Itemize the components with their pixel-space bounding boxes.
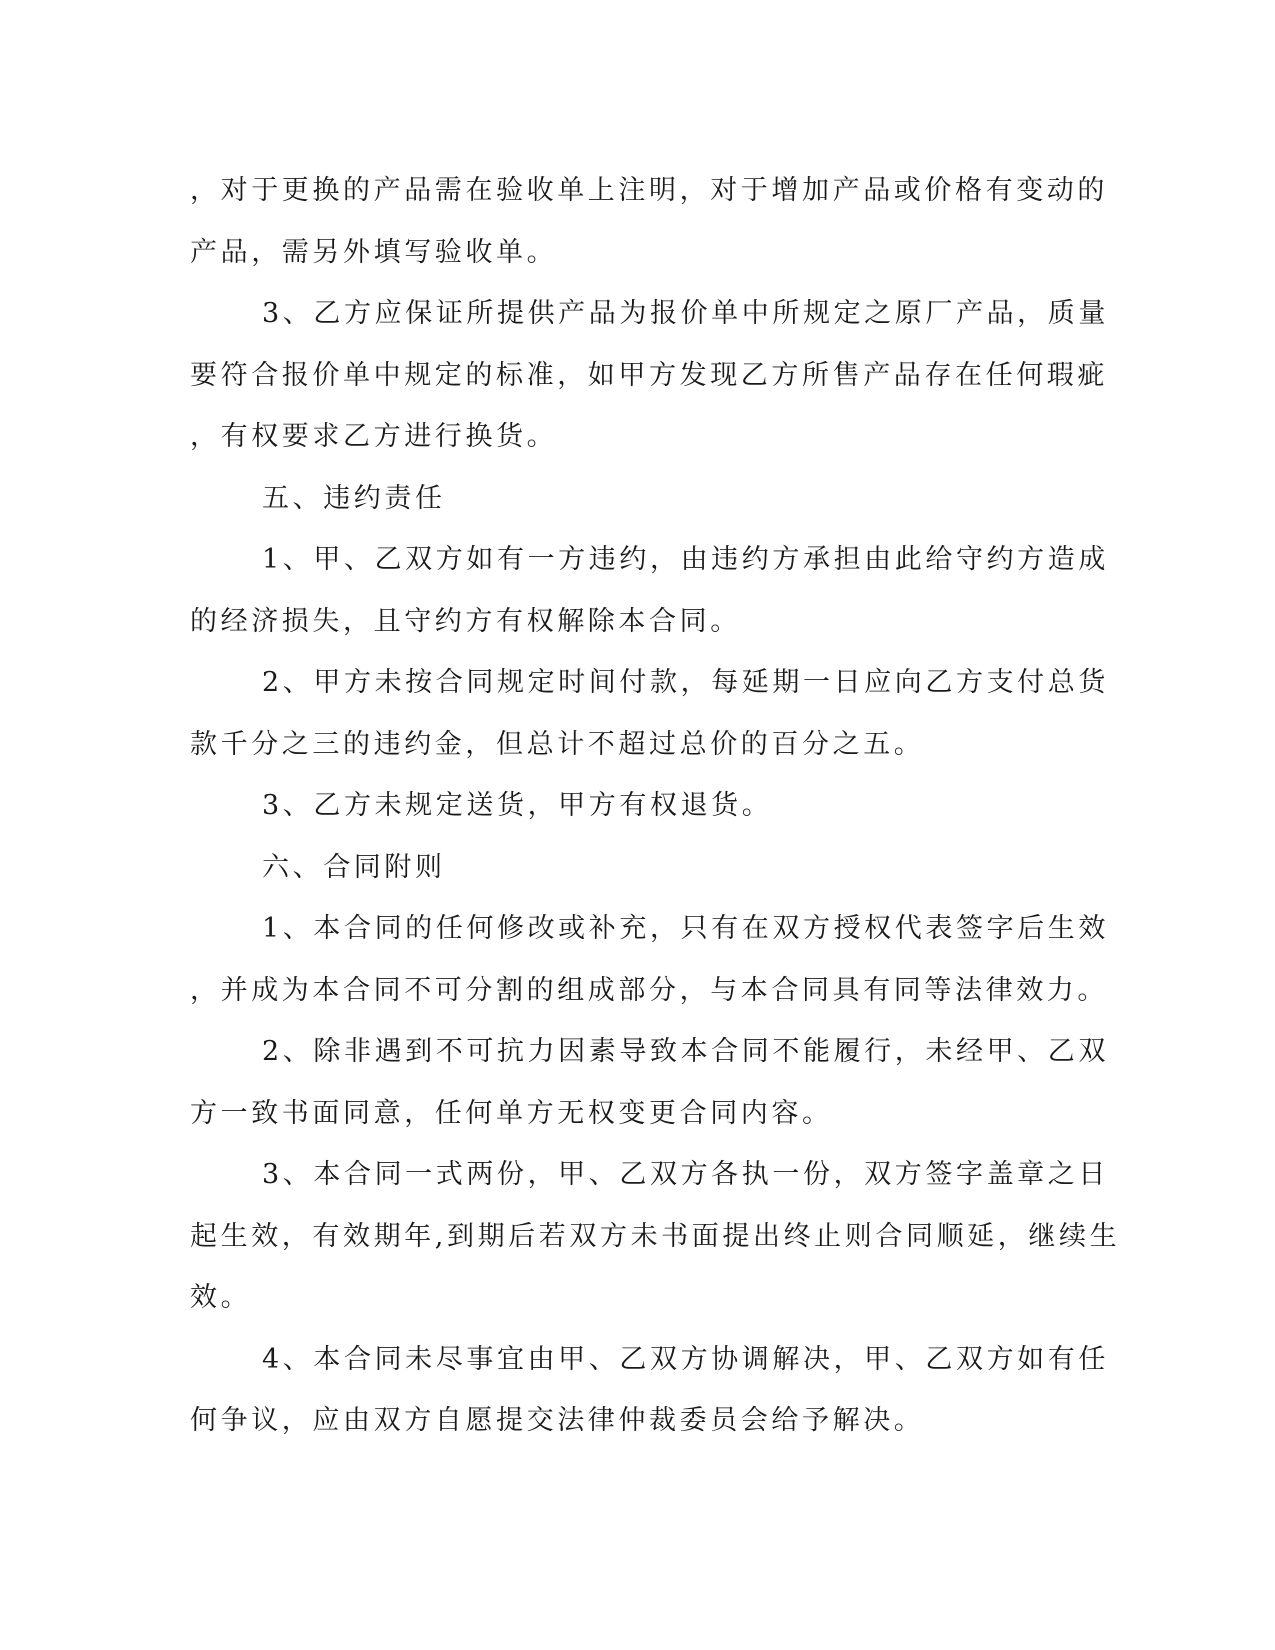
text-line: 款千分之三的违约金，但总计不超过总价的百分之五。 [190, 728, 925, 760]
document-body [190, 160, 1121, 1452]
text-line: 要符合报价单中规定的标准，如甲方发现乙方所售产品存在任何瑕疵 [190, 359, 1108, 391]
text-line: ，有权要求乙方进行换货。 [190, 421, 558, 452]
text-line: 方一致书面同意，任何单方无权变更合同内容。 [190, 1097, 833, 1129]
clause-line: 2、除非遇到不可抗力因素导致本合同不能履行，未经甲、乙双 [262, 1036, 1109, 1067]
section-heading: 六、合同附则 [262, 851, 446, 883]
clause-line: 2、甲方未按合同规定时间付款，每延期一日应向乙方支付总货 [262, 667, 1109, 698]
text-line: 的经济损失，且守约方有权解除本合同。 [190, 605, 741, 637]
clause-line: 1、本合同的任何修改或补充，只有在双方授权代表签字后生效 [262, 913, 1109, 944]
text-line: ，对于更换的产品需在验收单上注明，对于增加产品或价格有变动的 [190, 175, 1108, 206]
clause-line: 3、乙方应保证所提供产品为报价单中所规定之原厂产品，质量 [262, 298, 1109, 329]
clause-line: 3、乙方未规定送货，甲方有权退货。 [262, 790, 773, 821]
text-line: 产品，需另外填写验收单。 [190, 236, 558, 268]
clause-line: 3、本合同一式两份，甲、乙双方各执一份，双方签字盖章之日 [262, 1159, 1109, 1190]
text-line: ，并成为本合同不可分割的组成部分，与本合同具有同等法律效力。 [190, 974, 1108, 1006]
section-heading: 五、违约责任 [262, 482, 446, 514]
clause-line: 1、甲、乙双方如有一方违约，由违约方承担由此给守约方造成 [262, 544, 1109, 575]
text-line: 效。 [190, 1282, 252, 1313]
clause-line: 4、本合同未尽事宜由甲、乙双方协调解决，甲、乙双方如有任 [262, 1343, 1109, 1375]
text-line: 何争议，应由双方自愿提交法律仲裁委员会给予解决。 [190, 1405, 925, 1436]
text-line: 起生效，有效期年,到期后若双方未书面提出终止则合同顺延，继续生 [190, 1220, 1121, 1252]
